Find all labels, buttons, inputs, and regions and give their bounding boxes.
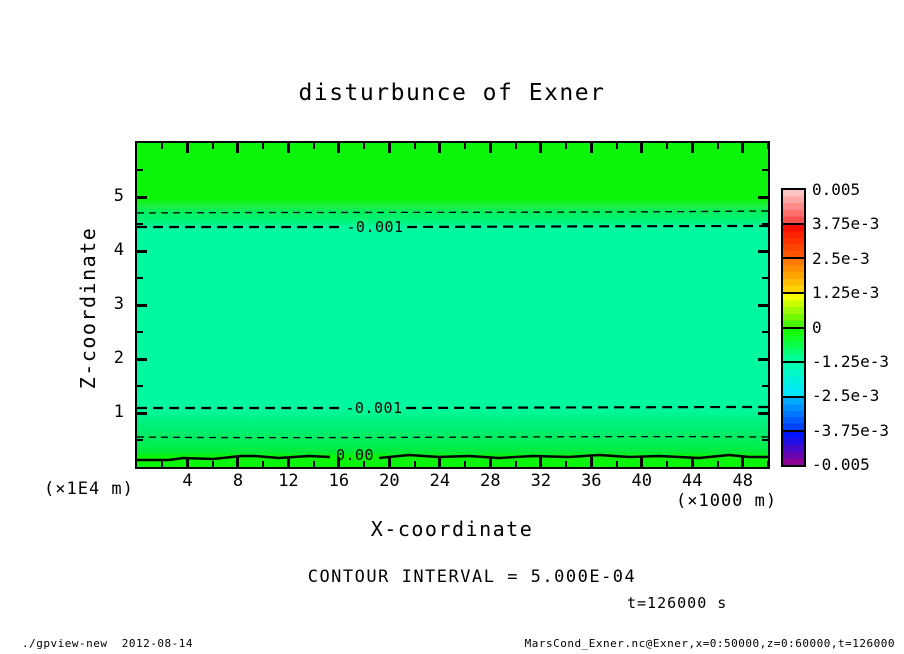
plot-area [135, 141, 770, 469]
colorbar-labels [812, 180, 904, 478]
axis-tick [565, 461, 567, 467]
axis-tick [137, 304, 147, 307]
colorbar-segment [783, 223, 804, 258]
x-axis-tick-labels [137, 471, 768, 491]
axis-tick [758, 412, 768, 415]
contour-line-thin-dashed-lower [137, 437, 768, 438]
contour-line-zero-right [379, 455, 768, 458]
axis-tick [236, 457, 239, 467]
x-axis-title: X-coordinate [370, 517, 534, 541]
axis-tick [762, 331, 768, 333]
axis-tick [363, 143, 365, 149]
colorbar-tick-label: -0.005 [812, 455, 870, 474]
x-tick-label: 28 [480, 471, 501, 491]
x-tick-label: 8 [232, 471, 244, 491]
axis-tick [137, 223, 143, 225]
axis-tick [762, 169, 768, 171]
contour-label-zero: 0.00 [335, 446, 375, 464]
x-tick-label: 12 [278, 471, 299, 491]
axis-tick [186, 457, 189, 467]
x-tick-label: 4 [182, 471, 193, 491]
axis-tick [691, 457, 694, 467]
colorbar-tick-label: 1.25e-3 [812, 283, 880, 303]
footer-source: MarsCond_Exner.nc@Exner,x=0:50000,z=0:60000,t=126000 [524, 637, 895, 650]
contour-interval-text: CONTOUR INTERVAL = 5.000E-04 [307, 567, 637, 587]
colorbar-tick-label: 2.5e-3 [812, 248, 870, 268]
axis-tick [137, 331, 143, 333]
axis-tick [590, 457, 593, 467]
axis-tick [762, 277, 768, 279]
time-label: t=126000 s [627, 594, 728, 612]
axis-tick [489, 143, 492, 153]
axis-tick [262, 461, 264, 467]
axis-tick [539, 457, 542, 467]
axis-tick [489, 457, 492, 467]
x-axis-unit-label: (×1000 m) [676, 491, 778, 511]
x-tick-label: 36 [581, 471, 602, 491]
axis-tick [236, 143, 239, 153]
axis-tick [137, 196, 147, 199]
axis-tick [758, 358, 768, 361]
axis-tick [438, 457, 441, 467]
axis-tick [691, 143, 694, 153]
y-tick-label: 5 [113, 186, 124, 206]
y-tick-label: 2 [113, 348, 124, 368]
y-tick-label: 1 [113, 402, 124, 422]
axis-tick [666, 461, 668, 467]
contour-label-upper: -0.001 [346, 218, 404, 236]
colorbar-segment [783, 361, 804, 396]
x-tick-label: 20 [379, 471, 400, 491]
axis-tick [616, 461, 618, 467]
axis-tick [762, 385, 768, 387]
contour-line-zero-left [137, 456, 330, 460]
x-tick-label: 16 [328, 471, 350, 491]
axis-tick [212, 461, 214, 467]
axis-tick [161, 461, 163, 467]
contour-label-lower: -0.001 [345, 399, 403, 417]
y-axis-title: Z-coordinate [76, 226, 100, 390]
axis-tick [137, 412, 147, 415]
axis-tick [137, 358, 147, 361]
axis-tick [767, 461, 769, 467]
axis-tick [388, 457, 391, 467]
colorbar-tick-label: -1.25e-3 [812, 351, 890, 371]
colorbar-segment [783, 327, 804, 362]
colorbar-segment [783, 257, 804, 292]
axis-tick [741, 143, 744, 153]
contour-line-bold-dashed-upper-right [407, 226, 768, 227]
axis-tick [590, 143, 593, 153]
axis-tick [161, 143, 163, 149]
axis-tick [539, 143, 542, 153]
x-tick-label: 40 [631, 471, 653, 491]
axis-tick [515, 461, 517, 467]
axis-tick [464, 461, 466, 467]
axis-tick [262, 143, 264, 149]
axis-tick [186, 143, 189, 153]
axis-tick [758, 304, 768, 307]
axis-tick [640, 457, 643, 467]
colorbar-segment [783, 292, 804, 327]
colorbar-tick-label: -3.75e-3 [812, 420, 890, 440]
axis-tick [758, 196, 768, 199]
axis-tick [313, 461, 315, 467]
axis-tick [388, 143, 391, 153]
colorbar-tick-label: 0 [812, 317, 822, 337]
y-tick-label: 4 [113, 240, 124, 260]
colorbar-tick-label: -2.5e-3 [812, 386, 880, 406]
axis-tick [767, 143, 769, 149]
x-tick-label: 44 [682, 471, 703, 491]
y-axis-unit-label: (×1E4 m) [44, 479, 134, 499]
colorbar-tick-label: 0.005 [812, 180, 861, 199]
axis-tick [287, 143, 290, 153]
axis-tick [758, 250, 768, 253]
axis-tick [212, 143, 214, 149]
colorbar-tick-label: 3.75e-3 [812, 214, 880, 234]
axis-tick [616, 143, 618, 149]
axis-tick [414, 461, 416, 467]
colorbar-segment [783, 430, 804, 465]
x-tick-label: 24 [429, 471, 451, 491]
axis-tick [762, 223, 768, 225]
axis-tick [337, 143, 340, 153]
axis-tick [414, 143, 416, 149]
footer-command: ./gpview-new 2012-08-14 [22, 637, 193, 650]
axis-tick [717, 461, 719, 467]
axis-tick [565, 143, 567, 149]
axis-tick [640, 143, 643, 153]
y-tick-label: 3 [113, 294, 124, 314]
colorbar-segment [783, 190, 804, 223]
axis-tick [137, 277, 143, 279]
chart-title: disturbunce of Exner [298, 80, 606, 106]
contour-line-bold-dashed-lower-right [406, 407, 768, 408]
axis-tick [666, 143, 668, 149]
axis-tick [762, 439, 768, 441]
x-tick-label: 32 [530, 471, 552, 491]
axis-tick [438, 143, 441, 153]
axis-tick [137, 439, 143, 441]
axis-tick [717, 143, 719, 149]
axis-tick [313, 143, 315, 149]
x-tick-label: 48 [732, 471, 753, 491]
axis-tick [137, 385, 143, 387]
colorbar [781, 188, 806, 467]
colorbar-segment [783, 396, 804, 431]
axis-tick [741, 457, 744, 467]
axis-tick [137, 250, 147, 253]
axis-tick [515, 143, 517, 149]
contour-lines-layer [137, 143, 768, 467]
axis-tick [287, 457, 290, 467]
axis-tick [464, 143, 466, 149]
contour-line-thin-dashed-upper [137, 211, 768, 213]
axis-tick [137, 169, 143, 171]
